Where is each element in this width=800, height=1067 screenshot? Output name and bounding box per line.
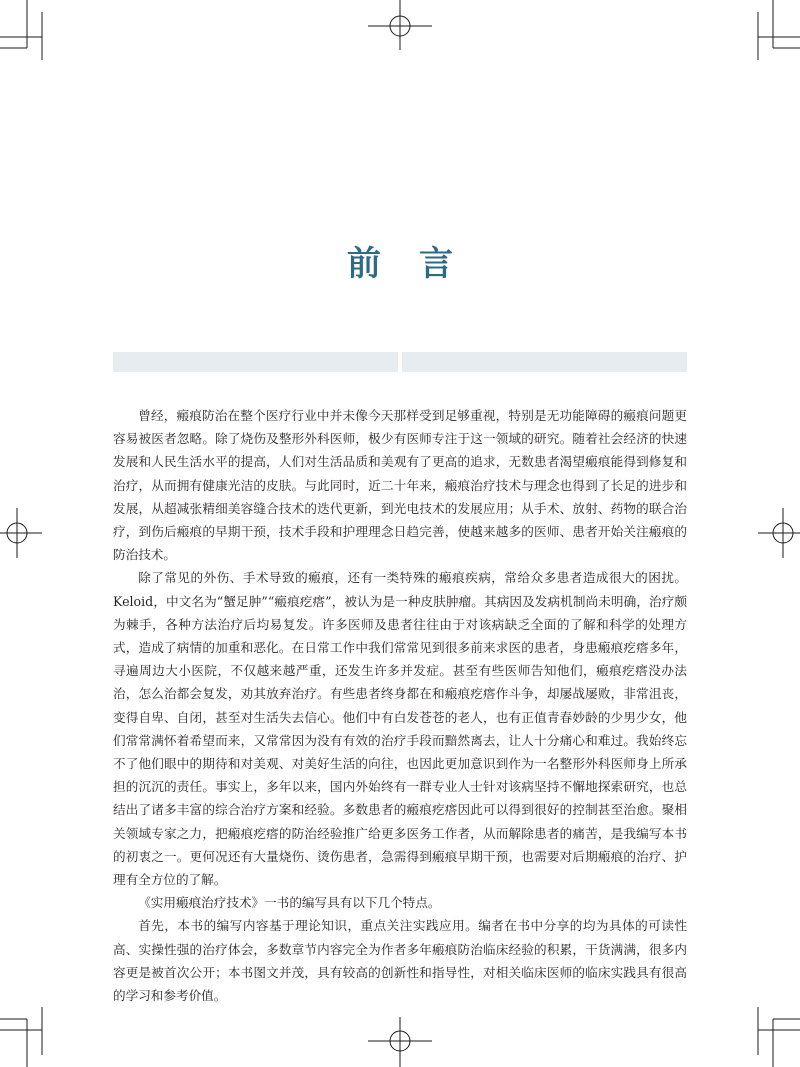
- title-divider-band: [113, 352, 687, 372]
- crop-mark-bottom-right: [758, 1007, 800, 1067]
- preface-body: [113, 404, 687, 1007]
- crop-mark-top-right: [758, 0, 800, 60]
- divider-band-right: [402, 352, 687, 372]
- divider-band-left: [113, 352, 398, 372]
- registration-mark-left: [0, 508, 42, 558]
- registration-mark-top: [368, 0, 432, 50]
- paragraph-1: 曾经，瘢痕防治在整个医疗行业中并未像今天那样受到足够重视，特别是无功能障碍的瘢痕问题更容易被医者忽略。除了烧伤及整形外科医师，极少有医师专注于这一领域的研究。随着社会经济的快速发展和人民生活水平的提高，人们对生活品质和美观有了更高的追求，无数患者渴望瘢痕能得到修复和治疗，从而拥有健康光洁的皮肤。与此同时，近二十年来，瘢痕治疗技术与理念也得到了长足的进步和发展，从超减张精细美容缝合技术的迭代更新，到光电技术的发展应用；从手术、放射、药物的联合治疗，到伤后瘢痕的早期干预，技术手段和护理理念日趋完善，使越来越多的医师、患者开始关注瘢痕的防治技术。: [113, 408, 687, 563]
- paragraph-2: 除了常见的外伤、手术导致的瘢痕，还有一类特殊的瘢痕疾病，常给众多患者造成很大的困扰。Keloid，中文名为“蟹足肿”“瘢痕疙瘩”，被认为是一种皮肤肿瘤。其病因及发病机制尚未明确，治疗颇为棘手，各种方法治疗后均易复发。许多医师及患者往往由于对该病缺乏全面的了解和科学的处理方式，造成了病情的加重和恶化。在日常工作中我们常常见到很多前来求医的患者，身患瘢痕疙瘩多年，寻遍周边大小医院，不仅越来越严重，还发生许多并发症。甚至有些医师告知他们，瘢痕疙瘩没办法治，怎么治都会复发，劝其放弃治疗。有些患者终身都在和瘢痕疙瘩作斗争，却屡战屡败，非常沮丧，变得自卑、自闭，甚至对生活失去信心。他们中有白发苍苍的老人，也有正值青春妙龄的少男少女，他们常常满怀着希望而来，又常常因为没有有效的治疗手段而黯然离去，让人十分痛心和难过。我始终忘不了他们眼中的期待和对美观、对美好生活的向往，也因此更加意识到作为一名整形外科医师身上所承担的沉沉的责任。事实上，多年以来，国内外始终有一群专业人士针对该病坚持不懈地探索研究，也总结出了诸多丰富的综合治疗方案和经验。多数患者的瘢痕疙瘩因此可以得到很好的控制甚至治愈。聚相关领域专家之力，把瘢痕疙瘩的防治经验推广给更多医务工作者，从而解除患者的痛苦，是我编写本书的初衷之一。更何况还有大量烧伤、烫伤患者，急需得到瘢痕早期干预，也需要对后期瘢痕的治疗、护理有全方位的了解。: [113, 570, 687, 888]
- crop-mark-bottom-left: [0, 1007, 42, 1067]
- paragraph-3: 《实用瘢痕治疗技术》一书的编写具有以下几个特点。: [138, 895, 441, 911]
- registration-mark-right: [758, 508, 800, 558]
- registration-mark-bottom: [368, 1017, 432, 1067]
- paragraph-4: 首先，本书的编写内容基于理论知识，重点关注实践应用。编者在书中分享的均为具体的可读性高、实操性强的治疗体会，多数章节内容完全为作者多年瘢痕防治临床经验的积累，干货满满，很多内容更是被首次公开；本书图文并茂，具有较高的创新性和指导性，对相关临床医师的临床实践具有很高的学习和参考价值。: [113, 918, 687, 1004]
- crop-mark-top-left: [0, 0, 42, 60]
- page-title: 前言: [347, 244, 491, 284]
